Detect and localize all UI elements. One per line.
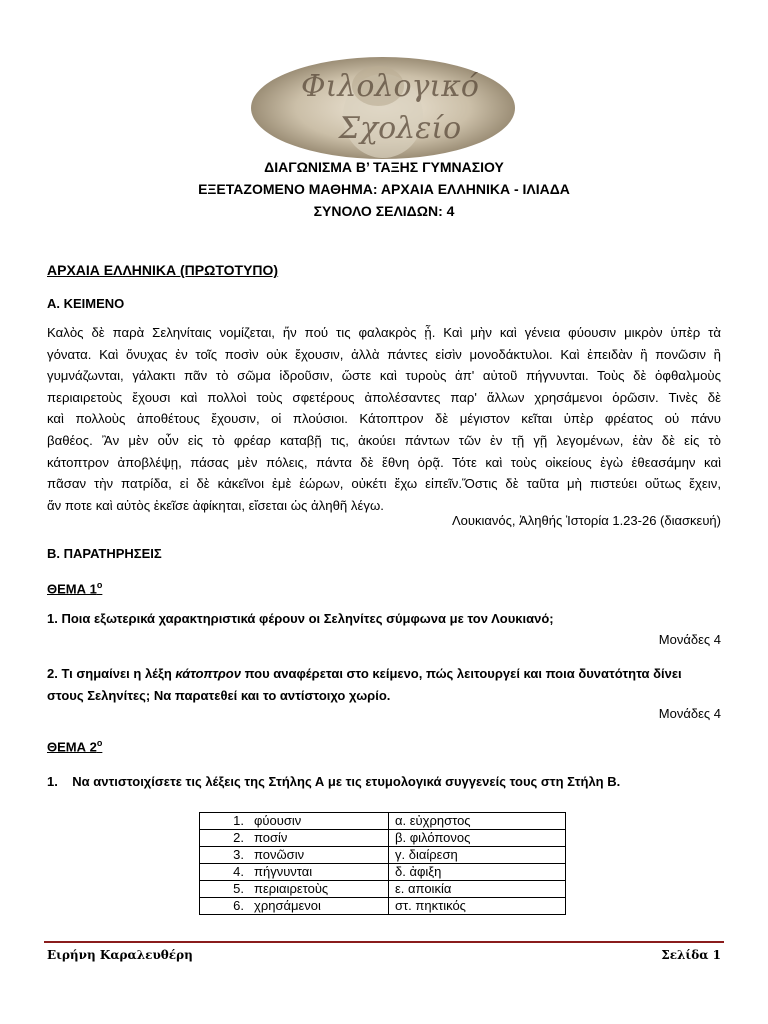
column-a-word: ποσίν bbox=[254, 830, 288, 845]
theme-2-question-1: 1. Να αντιστοιχίσετε τις λέξεις της Στήλης Α με τις ετυμολογικά συγγενείς τους στη Στήλη Β. bbox=[47, 774, 621, 789]
question-1-marks: Μονάδες 4 bbox=[658, 632, 721, 647]
source-citation: Λουκιανός, Ἀληθής Ἱστορία 1.23-26 (διασκευή) bbox=[451, 513, 721, 528]
column-a-cell bbox=[200, 813, 389, 830]
column-b-cell: β. φιλόπονος bbox=[389, 830, 566, 847]
passage-line: Καλὸς δὲ παρὰ Σεληνίταις νομίζεται, ἤν πού τις φαλακρὸς ᾖ. Καὶ μὴν καὶ γένεια φύουσιν μικρὸν ὑπὲρ τὰ bbox=[47, 325, 721, 340]
row-number: 3. bbox=[233, 847, 244, 862]
question-2-marks: Μονάδες 4 bbox=[658, 706, 721, 721]
exam-subject: ΕΞΕΤΑΖΟΜΕΝΟ ΜΑΘΗΜΑ: ΑΡΧΑΙΑ ΕΛΛΗΝΙΚΑ - ΙΛΙΑΔΑ bbox=[198, 181, 570, 197]
logo-image bbox=[250, 56, 516, 160]
column-a-word: πήγνυνται bbox=[254, 864, 313, 879]
column-b-cell: ε. αποικία bbox=[389, 881, 566, 898]
question-2 bbox=[47, 663, 721, 707]
column-a-cell bbox=[200, 830, 389, 847]
footer-page-number: Σελίδα 1 bbox=[661, 948, 721, 962]
row-number: 2. bbox=[233, 830, 244, 845]
ancient-text-passage bbox=[47, 322, 721, 516]
theme-2-label: ΘΕΜΑ 2 bbox=[47, 739, 97, 755]
row-number: 6. bbox=[233, 898, 244, 913]
exam-header bbox=[0, 156, 768, 222]
exam-title: ΔΙΑΓΩΝΙΣΜΑ Β’ ΤΑΞΗΣ ΓΥΜΝΑΣΙΟΥ bbox=[264, 159, 504, 175]
column-a-word: χρησάμενοι bbox=[254, 898, 321, 913]
notes-heading: Β. ΠΑΡΑΤΗΡΗΣΕΙΣ bbox=[47, 546, 162, 561]
school-logo bbox=[250, 56, 516, 160]
table-row bbox=[200, 830, 566, 847]
matching-table bbox=[199, 812, 566, 915]
page-count: ΣΥΝΟΛΟ ΣΕΛΙΔΩΝ: 4 bbox=[313, 203, 455, 219]
row-number: 1. bbox=[233, 813, 244, 828]
passage-line: ἄν ποτε καὶ αὐτὸς ἐκεῖσε ἀφίκηται, εἴσεται ὡς ἀληθῆ λέγω. bbox=[47, 497, 384, 513]
theme-1-sup: ο bbox=[96, 580, 103, 590]
column-a-cell bbox=[200, 881, 389, 898]
theme-2-sup: ο bbox=[96, 738, 103, 748]
column-a-word: φύουσιν bbox=[254, 813, 302, 828]
column-a-word: πονῶσιν bbox=[254, 847, 305, 862]
footer-divider bbox=[44, 941, 724, 943]
passage-line: βαθέος. Ἂν μὲν οὖν εἰς τὸ φρέαρ καταβῇ τις, ἀκούει πάντων τῶν ἐν τῇ γῇ λεγομένων, ἐὰν δὲ εἰς τὸ bbox=[47, 432, 721, 448]
passage-line: γυμνάζωνται, γάλακτι πᾶν τὸ σῶμα ἱδροῦσιν, ὥστε καὶ τυροὺς ἀπ' αὐτοῦ πήγνυνται. Τοὺς δὲ ὀφθαλμοὺς bbox=[47, 368, 721, 384]
column-b-cell: γ. διαίρεση bbox=[389, 847, 566, 864]
logo-text-2: Σχολείο bbox=[338, 111, 462, 146]
column-a-cell bbox=[200, 898, 389, 915]
passage-line: πᾶσαν τὴν πατρίδα, εἰ δὲ κἀκεῖνοι ἐμὲ ἑώρων, οὐκέτι ἔχω εἰπεῖν.Ὅστις δὲ ταῦτα μὴ πιστεύει οὕτως ἔχειν, bbox=[47, 476, 721, 492]
question-2-suffix: που αναφέρεται στο κείμενο, πώς λειτουργεί και ποια δυνατότητα δίνει στους Σεληνίτες; Να παρατεθεί και το αντίστοιχο χωρίο. bbox=[47, 666, 682, 703]
column-b-cell: στ. πηκτικός bbox=[389, 898, 566, 915]
table-row bbox=[200, 813, 566, 830]
logo-text-1: Φιλολογικό bbox=[301, 69, 479, 104]
table-row bbox=[200, 898, 566, 915]
theme-2-heading bbox=[47, 738, 102, 754]
question-1: 1. Ποια εξωτερικά χαρακτηριστικά φέρουν οι Σεληνίτες σύμφωνα με τον Λουκιανό; bbox=[47, 611, 554, 626]
section-title: ΑΡΧΑΙΑ ΕΛΛΗΝΙΚΑ (ΠΡΩΤΟΤΥΠΟ) bbox=[47, 262, 279, 278]
passage-line: καὶ πολλοὺς ἀποθέτους ἔχουσιν, οἱ πλούσιοι. Κάτοπτρον δὲ μέγιστον κεῖται ὑπὲρ φρέατος οὐ πάνυ bbox=[47, 411, 721, 427]
row-number: 4. bbox=[233, 864, 244, 879]
table-row bbox=[200, 864, 566, 881]
passage-line: κάτοπτρον ἀποβλέψῃ, πάσας μὲν πόλεις, πάντα δὲ ἔθνη ὁρᾷ. Τότε καὶ τοὺς οἰκείους ἐγὼ ἐθεασάμην καὶ bbox=[47, 454, 721, 470]
passage-line: περιαιρετοὺς ἔχουσι καὶ πολλοὶ τοὺς σφετέρους ἀπολέσαντες παρ' ἄλλων χρησάμενοι ὁρῶσιν. Τινὲς δὲ bbox=[47, 389, 721, 405]
table-row bbox=[200, 881, 566, 898]
column-a-cell bbox=[200, 864, 389, 881]
column-b-cell: δ. ἀφιξη bbox=[389, 864, 566, 881]
theme-1-label: ΘΕΜΑ 1 bbox=[47, 581, 97, 597]
column-a-word: περιαιρετοὺς bbox=[254, 881, 329, 896]
question-2-prefix: 2. Τι σημαίνει η λέξη bbox=[47, 666, 176, 681]
footer-author: Ειρήνη Καραλευθέρη bbox=[47, 948, 193, 962]
passage-line: γόνατα. Καὶ ὄνυχας ἐν τοῖς ποσὶν οὐκ ἔχουσιν, ἀλλὰ πάντες εἰσὶν μονοδάκτυλοι. Καὶ ἐπειδὰν ἢ πονῶσιν ἢ bbox=[47, 346, 721, 362]
table-row bbox=[200, 847, 566, 864]
question-2-word: κάτοπτρον bbox=[175, 666, 241, 681]
theme-1-heading bbox=[47, 580, 102, 596]
column-a-cell bbox=[200, 847, 389, 864]
row-number: 5. bbox=[233, 881, 244, 896]
column-b-cell: α. εὐχρηστος bbox=[389, 813, 566, 830]
text-heading: Α. ΚΕΙΜΕΝΟ bbox=[47, 296, 125, 311]
